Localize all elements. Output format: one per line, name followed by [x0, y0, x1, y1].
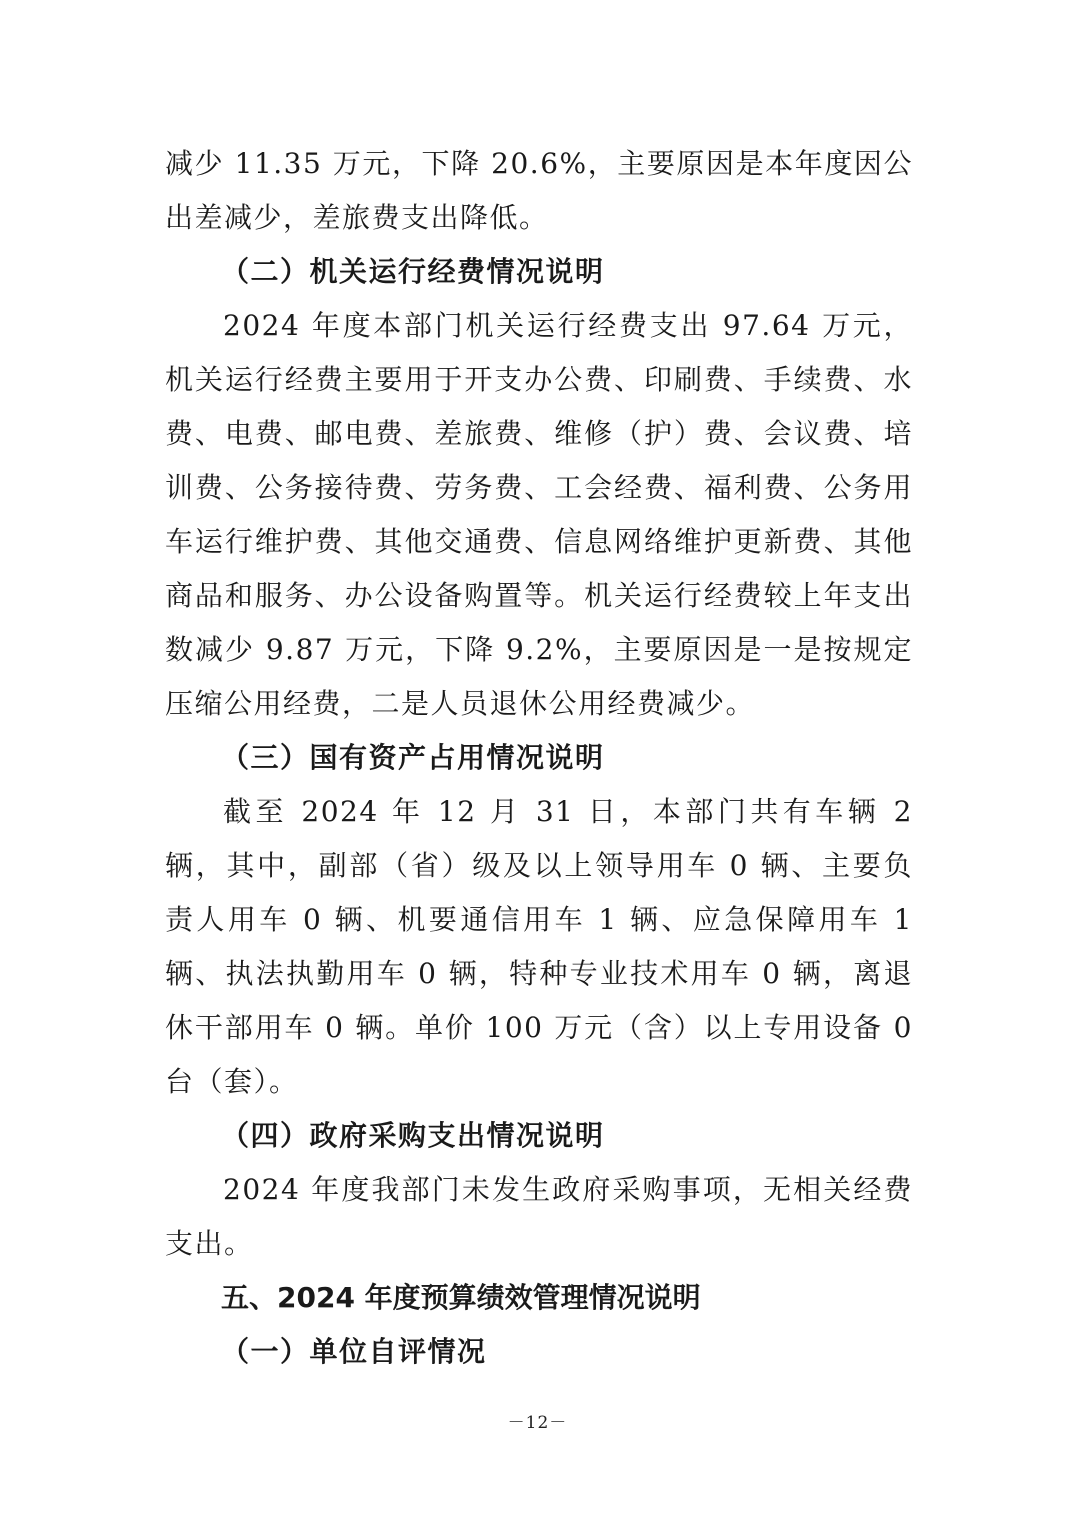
heading-government-procurement: （四）政府采购支出情况说明 [221, 1119, 605, 1152]
paragraph-operating-expenses: 2024 年度本部门机关运行经费支出 97.64 万元，机关运行经费主要用于开支办公费、印刷费、手续费、水费、电费、邮电费、差旅费、维修（护）费、会议费、培训费、公务接待费、劳务费、工会经费、福利费、公务用车运行维护费、其他交通费、信息网络维护更新费、其他商品和服务、办公设备购置等。机关运行经费较上年支出数减少 9.87 万元，下降 9.2%，主要原因是一是按规定压缩公用经费，二是人员退休公用经费减少。 [165, 309, 913, 720]
page-number: －12－ [507, 1413, 568, 1433]
heading-state-assets: （三）国有资产占用情况说明 [221, 741, 605, 774]
paragraph-travel-expense-continuation: 减少 11.35 万元，下降 20.6%，主要原因是本年度因公出差减少，差旅费支出降低。 [165, 147, 913, 234]
paragraph-government-procurement: 2024 年度我部门未发生政府采购事项，无相关经费支出。 [165, 1173, 913, 1260]
document-body [165, 137, 913, 1379]
heading-self-evaluation: （一）单位自评情况 [221, 1335, 487, 1368]
heading-operating-expenses: （二）机关运行经费情况说明 [221, 255, 605, 288]
paragraph-state-assets: 截至 2024 年 12 月 31 日，本部门共有车辆 2 辆，其中，副部（省）级及以上领导用车 0 辆、主要负责人用车 0 辆、机要通信用车 1 辆、应急保障用车 1 辆、执法执勤用车 0 辆，特种专业技术用车 0 辆，离退休干部用车 0 辆。单价 100 万元（含）以上专用设备 0 台（套）。 [165, 795, 913, 1098]
heading-section-five-performance: 五、2024 年度预算绩效管理情况说明 [221, 1281, 701, 1314]
